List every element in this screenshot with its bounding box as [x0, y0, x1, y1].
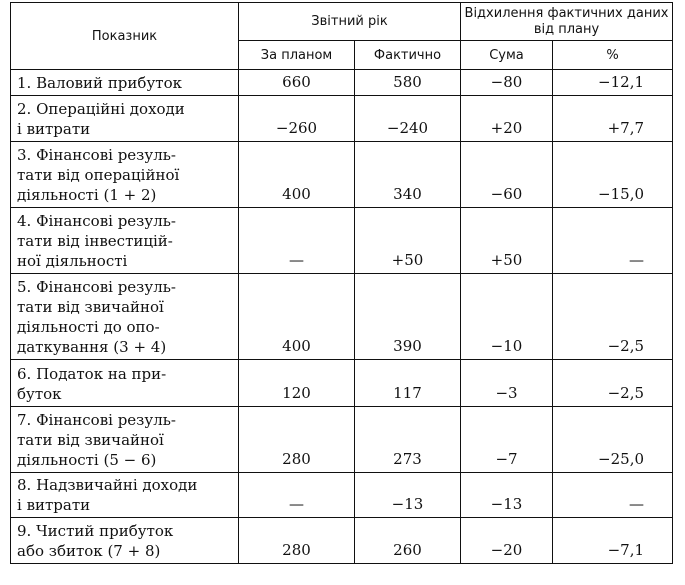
- cell-actual: 117: [355, 360, 461, 407]
- cell-percent: −12,1: [553, 70, 673, 96]
- header-sum: Сума: [461, 41, 553, 70]
- cell-actual: 340: [355, 142, 461, 208]
- cell-sum: −20: [461, 518, 553, 564]
- cell-plan: 400: [239, 142, 355, 208]
- cell-percent: −25,0: [553, 407, 673, 473]
- row-label: 5. Фінансові резуль- тати від звичайної діяльності до опо- даткування (3 + 4): [11, 274, 239, 360]
- cell-percent: −2,5: [553, 274, 673, 360]
- table-row: [11, 518, 673, 564]
- table-container: [10, 2, 673, 564]
- cell-sum: +50: [461, 208, 553, 274]
- table-row: [11, 96, 673, 142]
- cell-actual: 273: [355, 407, 461, 473]
- cell-actual: −13: [355, 473, 461, 518]
- header-reporting-year: Звітний рік: [239, 3, 461, 41]
- cell-actual: +50: [355, 208, 461, 274]
- table-row: [11, 407, 673, 473]
- cell-sum: −80: [461, 70, 553, 96]
- cell-sum: −3: [461, 360, 553, 407]
- row-label: 3. Фінансові резуль- тати від операційної діяльності (1 + 2): [11, 142, 239, 208]
- row-label: 9. Чистий прибуток або збиток (7 + 8): [11, 518, 239, 564]
- cell-plan: −260: [239, 96, 355, 142]
- cell-percent: −2,5: [553, 360, 673, 407]
- header-indicator: Показник: [11, 3, 239, 70]
- cell-plan: —: [239, 208, 355, 274]
- cell-actual: −240: [355, 96, 461, 142]
- row-label: 7. Фінансові резуль- тати від звичайної діяльності (5 − 6): [11, 407, 239, 473]
- header-percent: %: [553, 41, 673, 70]
- financial-results-table: [10, 2, 673, 564]
- row-label: 2. Операційні доходи і витрати: [11, 96, 239, 142]
- cell-sum: −60: [461, 142, 553, 208]
- cell-percent: +7,7: [553, 96, 673, 142]
- table-row: [11, 473, 673, 518]
- table-row: [11, 360, 673, 407]
- cell-actual: 260: [355, 518, 461, 564]
- cell-sum: −10: [461, 274, 553, 360]
- row-label: 6. Податок на при- буток: [11, 360, 239, 407]
- cell-sum: −13: [461, 473, 553, 518]
- cell-percent: —: [553, 208, 673, 274]
- cell-percent: −15,0: [553, 142, 673, 208]
- cell-plan: 280: [239, 518, 355, 564]
- header-deviation: Відхилення фактичних даних від плану: [461, 3, 673, 41]
- table-row: [11, 142, 673, 208]
- table-row: [11, 274, 673, 360]
- header-actual: Фактично: [355, 41, 461, 70]
- cell-actual: 580: [355, 70, 461, 96]
- cell-plan: —: [239, 473, 355, 518]
- table-row: [11, 208, 673, 274]
- cell-percent: —: [553, 473, 673, 518]
- row-label: 8. Надзвичайні доходи і витрати: [11, 473, 239, 518]
- cell-percent: −7,1: [553, 518, 673, 564]
- cell-sum: −7: [461, 407, 553, 473]
- cell-plan: 120: [239, 360, 355, 407]
- cell-plan: 660: [239, 70, 355, 96]
- row-label: 4. Фінансові резуль- тати від інвестицій- ної діяльності: [11, 208, 239, 274]
- cell-actual: 390: [355, 274, 461, 360]
- cell-plan: 400: [239, 274, 355, 360]
- table-row: [11, 70, 673, 96]
- header-plan: За планом: [239, 41, 355, 70]
- cell-plan: 280: [239, 407, 355, 473]
- cell-sum: +20: [461, 96, 553, 142]
- row-label: 1. Валовий прибуток: [11, 70, 239, 96]
